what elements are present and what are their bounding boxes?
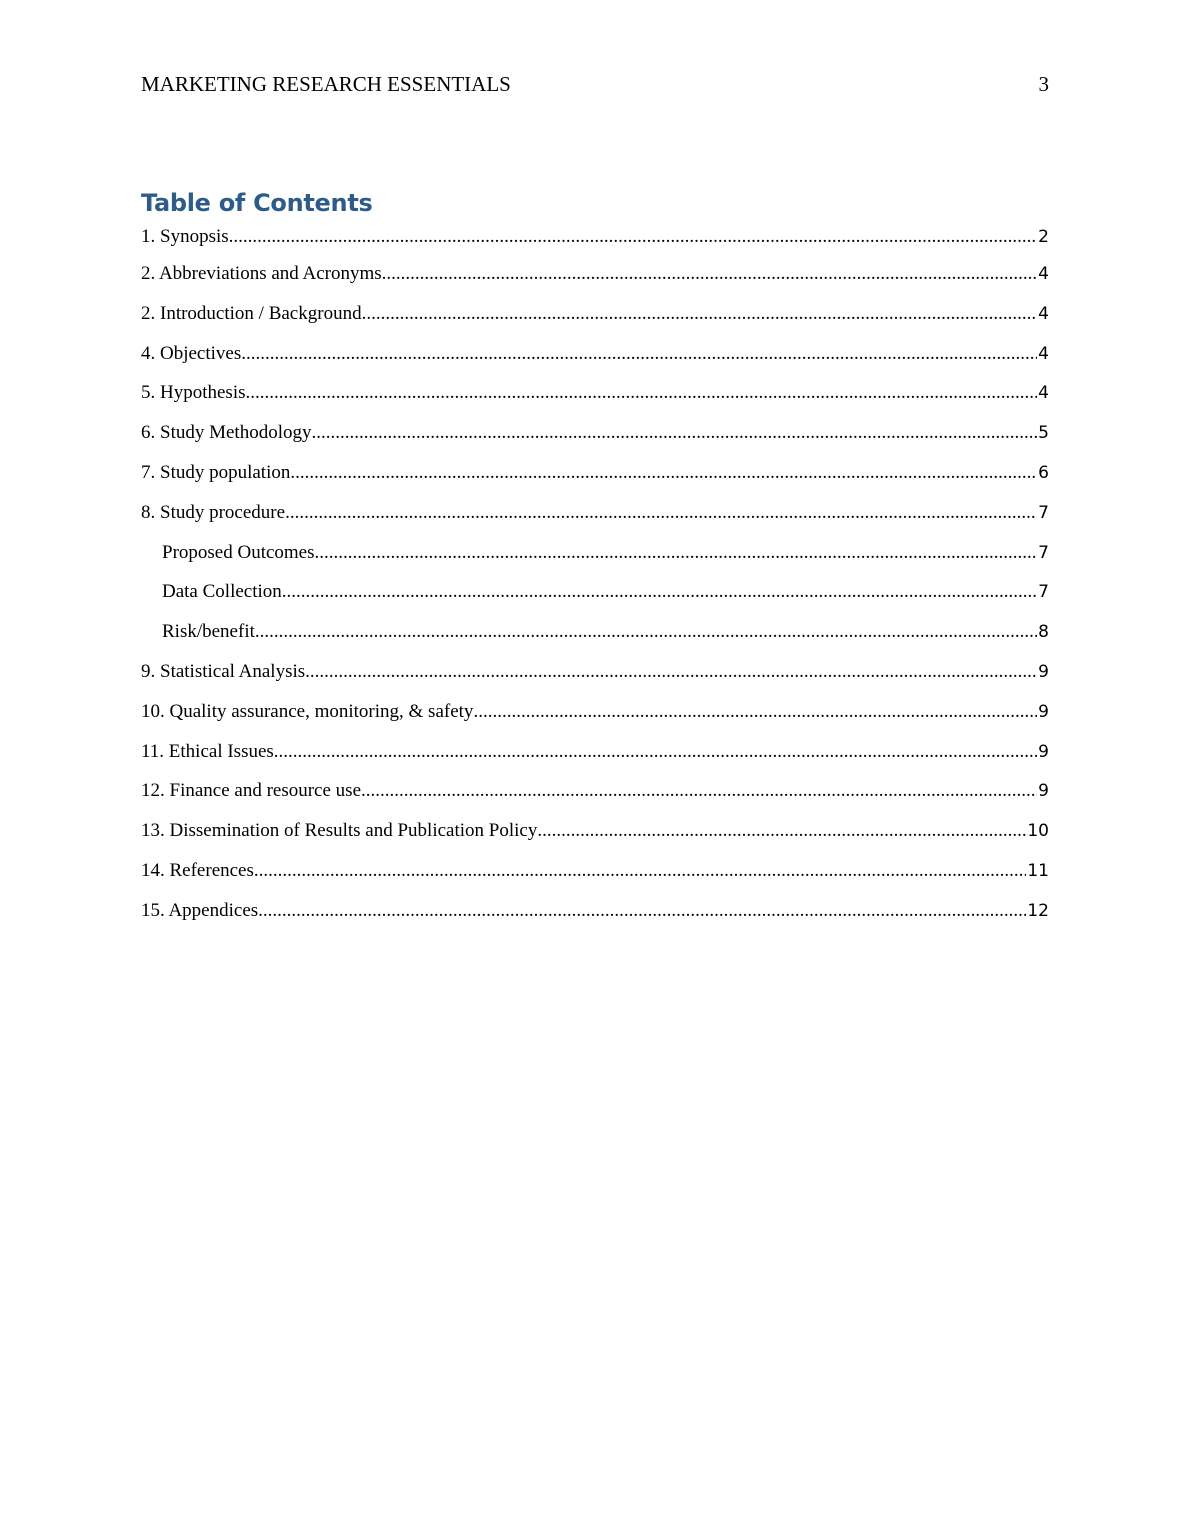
toc-entry-page: 9 (1038, 781, 1049, 802)
toc-dot-leader (255, 612, 1037, 652)
toc-entry-label: 5. Hypothesis (141, 382, 246, 404)
toc-entry-abbreviations[interactable] (141, 254, 1049, 294)
toc-dot-leader (311, 413, 1037, 453)
toc-entry-ethical-issues[interactable] (141, 732, 1049, 772)
toc-entry-page: 4 (1038, 264, 1049, 284)
toc-entry-page: 6 (1038, 462, 1049, 483)
toc-entry-label: 11. Ethical Issues (141, 740, 274, 762)
toc-entry-label: 13. Dissemination of Results and Publication Policy (141, 820, 538, 842)
toc-dot-leader (290, 453, 1037, 493)
toc-entry-data-collection[interactable] (141, 572, 1049, 612)
toc-entry-label: 12. Finance and resource use (141, 780, 362, 802)
toc-dot-leader (537, 811, 1026, 851)
toc-entry-objectives[interactable] (141, 334, 1049, 374)
toc-entry-risk-benefit[interactable] (141, 612, 1049, 652)
toc-entry-page: 4 (1038, 303, 1049, 324)
toc-heading: Table of Contents (141, 189, 373, 217)
toc-entry-study-population[interactable] (141, 453, 1049, 493)
running-title: MARKETING RESEARCH ESSENTIALS (141, 72, 511, 96)
toc-entry-label: 6. Study Methodology (141, 422, 312, 444)
toc-entry-finance[interactable] (141, 771, 1049, 811)
toc-dot-leader (361, 771, 1037, 811)
toc-entry-introduction[interactable] (141, 294, 1049, 334)
toc-entry-proposed-outcomes[interactable] (141, 533, 1049, 573)
toc-entry-label: 8. Study procedure (141, 501, 286, 523)
toc-entry-page: 7 (1038, 582, 1049, 603)
toc-entry-label: 1. Synopsis (141, 226, 229, 247)
toc-entry-label: 2. Introduction / Background (141, 302, 362, 324)
toc-dot-leader (254, 851, 1026, 891)
toc-entry-label: Risk/benefit (162, 621, 255, 643)
toc-dot-leader (315, 533, 1038, 573)
toc-entry-label: 15. Appendices (141, 899, 259, 921)
toc-entry-study-procedure[interactable] (141, 493, 1049, 533)
toc-entry-references[interactable] (141, 851, 1049, 891)
toc-entry-page: 5 (1038, 423, 1049, 444)
toc-entry-label: 9. Statistical Analysis (141, 660, 306, 682)
toc-entry-label: 10. Quality assurance, monitoring, & safety (141, 700, 474, 722)
toc-entry-page: 10 (1027, 821, 1049, 842)
toc-dot-leader (246, 373, 1038, 413)
toc-entry-study-methodology[interactable] (141, 413, 1049, 453)
toc-entry-hypothesis[interactable] (141, 373, 1049, 413)
toc-entry-page: 8 (1038, 622, 1049, 643)
toc-entry-quality-assurance[interactable] (141, 692, 1049, 732)
toc-dot-leader (282, 572, 1037, 612)
toc-entry-label: Proposed Outcomes (162, 541, 315, 563)
toc-entry-page: 9 (1038, 701, 1049, 722)
toc-entry-label: Data Collection (162, 581, 282, 603)
toc-dot-leader (362, 294, 1038, 334)
toc-entry-appendices[interactable] (141, 891, 1049, 931)
table-of-contents (141, 186, 1049, 931)
toc-entry-page: 9 (1038, 661, 1049, 682)
toc-entry-page: 12 (1027, 900, 1049, 921)
toc-entry-page: 4 (1038, 343, 1049, 364)
toc-entry-synopsis[interactable] (141, 220, 1049, 254)
running-header (141, 71, 1049, 97)
toc-dot-leader (305, 652, 1037, 692)
toc-dot-leader (382, 254, 1038, 294)
toc-entry-label: 2. Abbreviations and Acronyms (141, 263, 382, 284)
toc-entry-dissemination[interactable] (141, 811, 1049, 851)
toc-entry-page: 11 (1027, 860, 1049, 881)
toc-entry-label: 14. References (141, 859, 254, 881)
toc-dot-leader (258, 891, 1026, 931)
toc-dot-leader (473, 692, 1037, 732)
toc-entry-page: 2 (1038, 227, 1049, 247)
toc-entry-label: 4. Objectives (141, 342, 242, 364)
toc-dot-leader (229, 220, 1038, 254)
toc-entry-page: 7 (1038, 502, 1049, 523)
toc-entry-page: 9 (1038, 741, 1049, 762)
page-number: 3 (1038, 72, 1049, 96)
toc-entry-page: 4 (1038, 383, 1049, 404)
toc-entry-page: 7 (1038, 542, 1049, 563)
toc-dot-leader (241, 334, 1037, 374)
toc-entry-statistical-analysis[interactable] (141, 652, 1049, 692)
toc-list (141, 220, 1049, 931)
toc-entry-label: 7. Study population (141, 461, 291, 483)
toc-dot-leader (274, 732, 1037, 772)
toc-dot-leader (285, 493, 1037, 533)
